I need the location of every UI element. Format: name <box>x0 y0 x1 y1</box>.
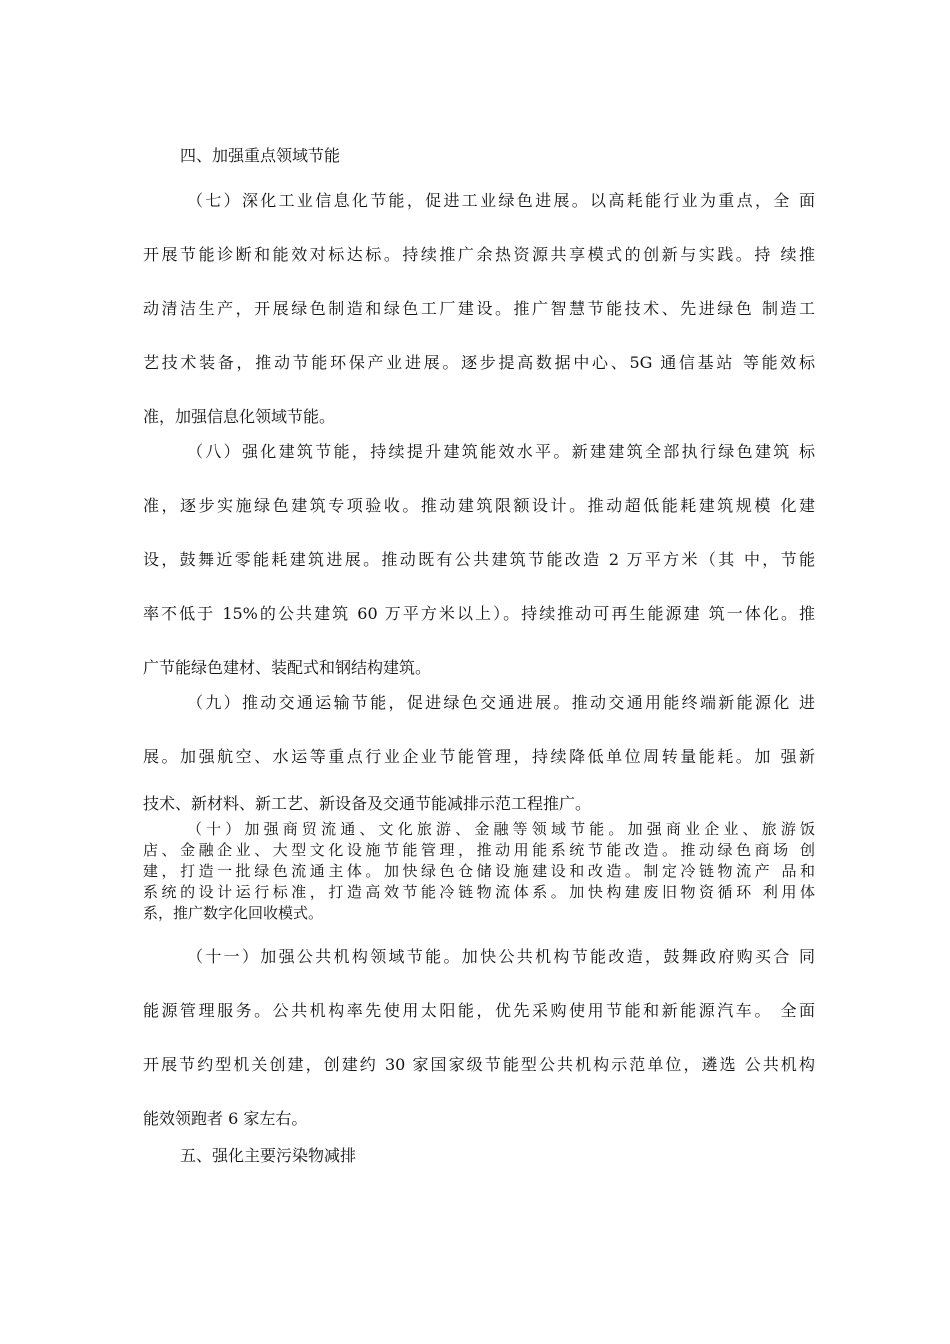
paragraph-line: 技术、新材料、新工艺、新设备及交通节能减排示范工程推广。 <box>143 794 592 813</box>
paragraph-eleven <box>143 930 815 1146</box>
section-heading-four: 四、加强重点领域节能 <box>180 146 341 165</box>
paragraph-eight <box>143 425 815 695</box>
paragraph-line: 能效领跑者 6 家左右。 <box>143 1109 308 1128</box>
paragraph-line: 店、金融企业、大型文化设施节能管理，推动用能系统节能改造。推动绿色商场 创 <box>143 841 815 859</box>
paragraph-line: 广节能绿色建材、装配式和钢结构建筑。 <box>143 658 432 677</box>
paragraph-line: （十一）加强公共机构领域节能。加快公共机构节能改造，鼓舞政府购买合 同 <box>187 947 815 966</box>
paragraph-line: （十）加强商贸流通、文化旅游、金融等领域节能。加强商业企业、旅游饭 <box>187 820 815 838</box>
paragraph-line: 率不低于 15%的公共建筑 60 万平方米以上）。持续推动可再生能源建 筑一体化。推 <box>143 604 815 623</box>
paragraph-line: 系，推广数字化回收模式。 <box>143 904 324 922</box>
paragraph-line: 建，打造一批绿色流通主体。加快绿色仓储设施建设和改造。制定冷链物流产 品和 <box>143 862 815 880</box>
paragraph-line: 能源管理服务。公共机构率先使用太阳能，优先采购使用节能和新能源汽车。 全面 <box>143 1001 815 1020</box>
paragraph-line: （七）深化工业信息化节能，促进工业绿色进展。以高耗能行业为重点，全 面 <box>187 191 815 210</box>
section-heading-five: 五、强化主要污染物减排 <box>180 1146 357 1165</box>
paragraph-seven <box>143 174 815 444</box>
paragraph-line: 系统的设计运行标准，打造高效节能冷链物流体系。加快构建废旧物资循环 利用体 <box>143 883 815 901</box>
paragraph-line: 展。加强航空、水运等重点行业企业节能管理，持续降低单位周转量能耗。加 强新 <box>143 747 815 766</box>
paragraph-ten <box>143 819 815 924</box>
paragraph-line: 准，逐步实施绿色建筑专项验收。推动建筑限额设计。推动超低能耗建筑规模 化建 <box>143 496 815 515</box>
paragraph-nine <box>143 676 815 824</box>
paragraph-line: 开展节约型机关创建，创建约 30 家国家级节能型公共机构示范单位，遴选 公共机构 <box>143 1055 815 1074</box>
paragraph-line: （八）强化建筑节能，持续提升建筑能效水平。新建建筑全部执行绿色建筑 标 <box>187 442 815 461</box>
paragraph-line: 开展节能诊断和能效对标达标。持续推广余热资源共享模式的创新与实践。持 续推 <box>143 245 815 264</box>
paragraph-line: （九）推动交通运输节能，促进绿色交通进展。推动交通用能终端新能源化 进 <box>187 693 815 712</box>
paragraph-line: 艺技术装备，推动节能环保产业进展。逐步提高数据中心、5G 通信基站 等能效标 <box>143 353 815 372</box>
paragraph-line: 准，加强信息化领域节能。 <box>143 407 336 426</box>
paragraph-line: 动清洁生产，开展绿色制造和绿色工厂建设。推广智慧节能技术、先进绿色 制造工 <box>143 299 815 318</box>
paragraph-line: 设，鼓舞近零能耗建筑进展。推动既有公共建筑节能改造 2 万平方米（其 中，节能 <box>143 550 815 569</box>
